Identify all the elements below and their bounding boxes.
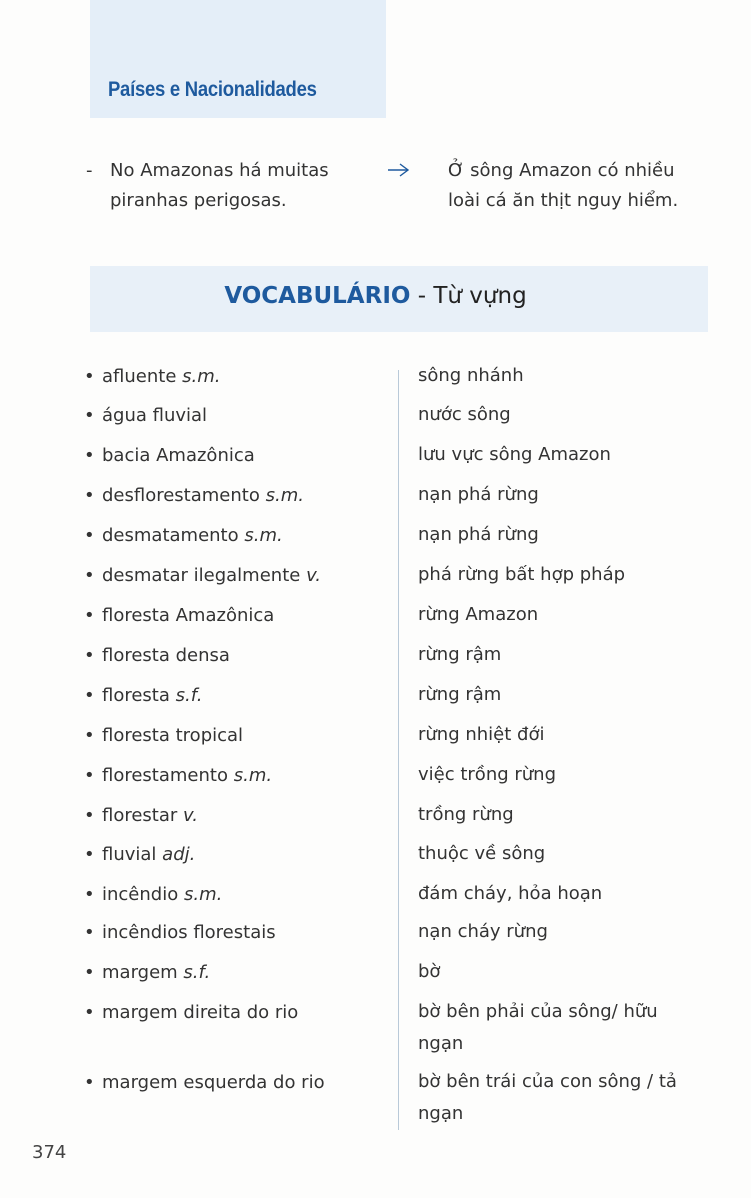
term-text: margem xyxy=(102,962,178,983)
term-grammar-abbr: s.f. xyxy=(183,962,211,983)
vocabulary-term xyxy=(102,922,276,943)
bullet-icon: • xyxy=(84,525,95,546)
term-text: desmatar ilegalmente xyxy=(102,565,301,586)
term-grammar-abbr: s.m. xyxy=(244,525,283,546)
vocabulary-heading-vi: Từ vựng xyxy=(433,283,527,309)
example-vietnamese: Ở sông Amazon có nhiều loài cá ăn thịt nguy hiểm. xyxy=(448,160,679,211)
bullet-icon: • xyxy=(84,565,95,586)
term-grammar-abbr: s.m. xyxy=(233,765,273,786)
term-text: incêndios florestais xyxy=(102,922,276,943)
term-grammar-abbr: v. xyxy=(183,805,198,826)
bullet-icon: • xyxy=(84,765,95,786)
term-grammar-abbr: s.m. xyxy=(265,485,304,506)
term-text: floresta densa xyxy=(102,645,230,666)
bullet-icon: • xyxy=(84,884,95,905)
vocabulary-translation: nạn cháy rừng xyxy=(418,921,548,942)
term-text: margem direita do rio xyxy=(102,1002,299,1023)
arrow-icon xyxy=(386,158,412,188)
vocabulary-translation: việc trồng rừng xyxy=(418,764,557,785)
term-text: floresta xyxy=(102,685,170,706)
vocabulary-term xyxy=(102,725,243,746)
vocabulary-term xyxy=(102,645,230,666)
vocabulary-translation: rừng nhiệt đới xyxy=(418,724,545,745)
vocabulary-term xyxy=(102,1002,298,1023)
term-text: desmatamento xyxy=(102,525,239,546)
term-grammar-abbr: adj. xyxy=(162,844,196,865)
term-text: florestamento xyxy=(102,765,228,786)
term-text: incêndio xyxy=(102,884,179,905)
term-text: água fluvial xyxy=(102,405,208,426)
bullet-icon: • xyxy=(84,805,95,826)
term-grammar-abbr: v. xyxy=(306,565,321,586)
bullet-icon: • xyxy=(84,605,95,626)
vocabulary-term xyxy=(102,1072,325,1093)
vocabulary-term xyxy=(102,525,283,546)
vocabulary-term xyxy=(102,565,321,586)
vocabulary-heading xyxy=(0,283,751,309)
vocabulary-translation: bờ xyxy=(418,961,441,982)
vocabulary-translation: sông nhánh xyxy=(418,365,524,386)
bullet-icon: • xyxy=(84,725,95,746)
bullet-icon: • xyxy=(84,405,95,426)
vocabulary-translation: rừng rậm xyxy=(418,684,502,705)
vocabulary-translation: lưu vực sông Amazon xyxy=(418,444,611,465)
vocabulary-term xyxy=(102,685,202,706)
section-title: Países e Nacionalidades xyxy=(108,78,317,101)
bullet-icon: • xyxy=(84,685,95,706)
term-text: bacia Amazônica xyxy=(102,445,255,466)
vocabulary-term xyxy=(102,884,222,905)
column-divider xyxy=(398,370,399,1130)
term-text: desflorestamento xyxy=(102,485,260,506)
term-text: margem esquerda do rio xyxy=(102,1072,325,1093)
vocabulary-term xyxy=(102,405,207,426)
vocabulary-term xyxy=(102,844,195,865)
page-number: 374 xyxy=(32,1142,67,1163)
bullet-icon: • xyxy=(84,962,95,983)
vocabulary-term xyxy=(102,366,220,387)
vocabulary-translation: phá rừng bất hợp pháp xyxy=(418,564,626,585)
bullet-icon: • xyxy=(84,645,95,666)
vocabulary-translation: rừng Amazon xyxy=(418,604,539,625)
term-text: florestar xyxy=(102,805,178,826)
bullet-icon: • xyxy=(84,445,95,466)
vocabulary-term xyxy=(102,485,304,506)
vocabulary-translation: nước sông xyxy=(418,404,511,425)
vocabulary-term xyxy=(102,765,272,786)
vocabulary-term xyxy=(102,962,210,983)
bullet-icon: • xyxy=(84,1002,95,1023)
term-grammar-abbr: s.f. xyxy=(175,685,203,706)
vocabulary-translation: nạn phá rừng xyxy=(418,484,539,505)
vocabulary-translation: thuộc về sông xyxy=(418,843,546,864)
bullet-icon: • xyxy=(84,844,95,865)
term-text: floresta tropical xyxy=(102,725,244,746)
vocabulary-heading-separator: - xyxy=(410,283,434,309)
vocabulary-translation: đám cháy, hỏa hoạn xyxy=(418,883,603,904)
bullet-icon: • xyxy=(84,366,95,387)
vocabulary-term xyxy=(102,605,274,626)
vocabulary-translation: rừng rậm xyxy=(418,644,502,665)
vocabulary-heading-pt: VOCABULÁRIO xyxy=(224,283,411,309)
bullet-icon: • xyxy=(84,485,95,506)
vocabulary-translation: bờ bên phải của sông/ hữu ngạn xyxy=(418,1001,658,1054)
vocabulary-term xyxy=(102,805,198,826)
term-text: afluente xyxy=(102,366,177,387)
bullet-icon: • xyxy=(84,1072,95,1093)
term-text: fluvial xyxy=(102,844,157,865)
example-dash: - xyxy=(86,160,93,181)
vocabulary-translation: trồng rừng xyxy=(418,804,514,825)
vocabulary-translation: nạn phá rừng xyxy=(418,524,539,545)
term-grammar-abbr: s.m. xyxy=(183,884,223,905)
term-grammar-abbr: s.m. xyxy=(182,366,221,387)
vocabulary-term xyxy=(102,445,255,466)
bullet-icon: • xyxy=(84,922,95,943)
vocabulary-translation: bờ bên trái của con sông / tả ngạn xyxy=(418,1071,677,1124)
term-text: floresta Amazônica xyxy=(102,605,275,626)
example-portuguese: No Amazonas há muitas piranhas perigosas. xyxy=(110,160,329,211)
